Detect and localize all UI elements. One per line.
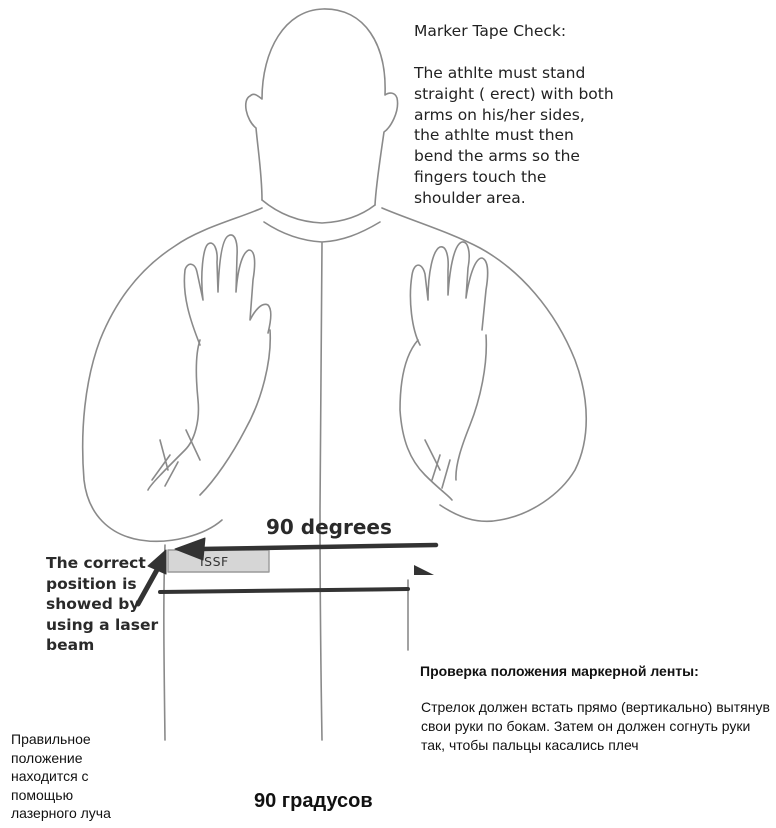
- right-forearm: [400, 340, 452, 500]
- left-forearm-inner: [200, 330, 270, 495]
- correct-position-note-ru: Правильное положение находится с помощью лазерного луча: [11, 731, 111, 821]
- zipper-line: [320, 243, 322, 740]
- marker-tape-check-instructions-ru: Стрелок должен встать прямо (вертикально) вытянув свои руки по бокам. Затем он должен согнуть руки так, чтобы пальцы касались плеч: [421, 699, 770, 753]
- correct-position-note-en: The correct position is showed by using a laser beam: [46, 554, 159, 654]
- angle-label-en: 90 degrees: [266, 515, 392, 539]
- marker-tape-check-title: Marker Tape Check:: [414, 22, 567, 40]
- right-elbow-folds: [425, 440, 450, 488]
- right-forearm-inner: [456, 335, 486, 480]
- head-outline: [246, 9, 398, 205]
- marker-tape-check-instructions: The athlte must stand straight ( erect) with both arms on his/her sides, the athlte must then bend the arms so the fingers touch the shoulder area.: [414, 64, 614, 207]
- left-hand: [184, 235, 270, 345]
- corner-mark: [414, 565, 434, 575]
- marker-tape-check-title-ru: Проверка положения маркерной ленты:: [420, 663, 699, 679]
- left-forearm: [148, 340, 200, 490]
- left-shoulder: [83, 208, 262, 541]
- tape-label: ISSF: [200, 554, 229, 569]
- torso-left-side: [164, 545, 165, 740]
- laser-beam-line: [160, 589, 408, 592]
- collar-outline: [262, 200, 375, 223]
- collar-inner: [264, 222, 380, 242]
- right-hand: [410, 242, 487, 345]
- right-shoulder: [382, 208, 586, 521]
- degrees-arrow-shaft: [200, 545, 436, 549]
- angle-label-ru: 90 градусов: [254, 790, 373, 812]
